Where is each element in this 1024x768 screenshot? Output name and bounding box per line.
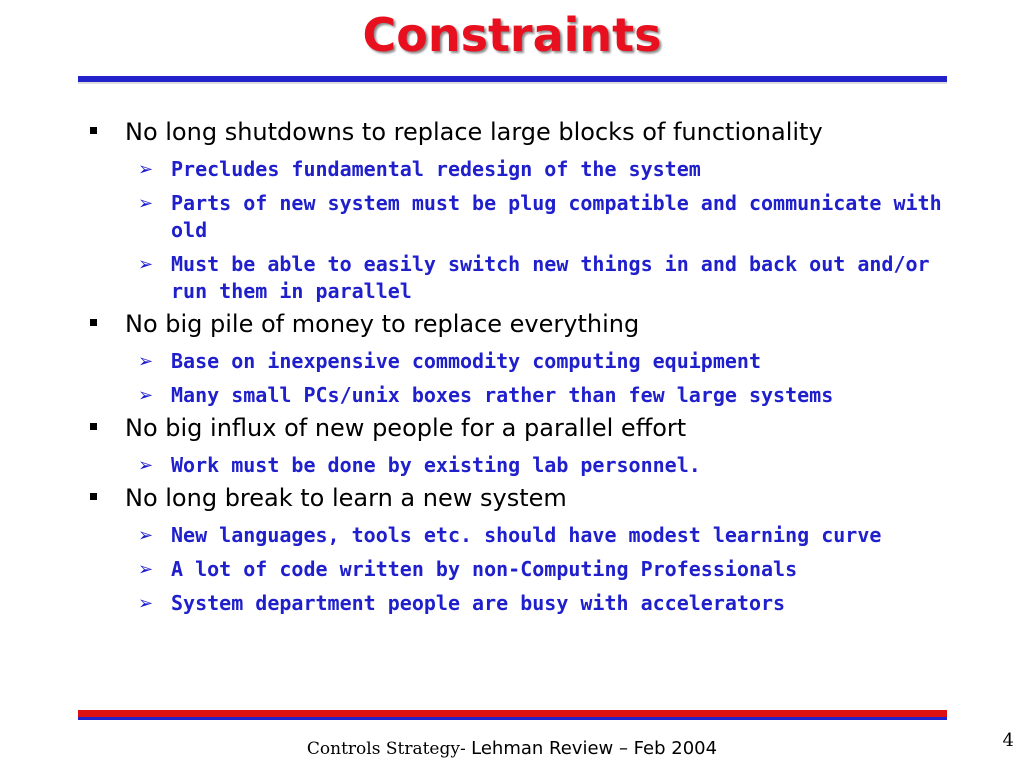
sub-bullet-text: Base on inexpensive commodity computing equipment [171,349,762,373]
bullet-item [0,481,1024,515]
bullet-text: No big pile of money to replace everything [125,310,640,338]
square-bullet-icon [90,319,97,326]
footer-right-text: Lehman Review – Feb 2004 [471,738,718,759]
bullet-text: No long shutdowns to replace large blocks of functionality [125,118,823,146]
footer-left-text: Controls Strategy- [306,739,472,759]
sub-bullet-text: A lot of code written by non-Computing Professionals [171,557,798,581]
arrow-bullet-icon: ➢ [138,385,154,406]
square-bullet-icon [90,493,97,500]
sub-bullet-item [0,156,1024,183]
arrow-bullet-icon: ➢ [138,254,154,275]
page-number: 4 [1002,730,1014,751]
sub-bullet-item [0,590,1024,617]
sub-bullet-text: Must be able to easily switch new things in and back out and/or run them in parallel [171,252,930,303]
bullet-item [0,411,1024,445]
sub-bullet-text: New languages, tools etc. should have modest learning curve [171,523,882,547]
arrow-bullet-icon: ➢ [138,351,154,372]
sub-bullet-text: Work must be done by existing lab personnel. [171,453,701,477]
arrow-bullet-icon: ➢ [138,559,154,580]
sub-bullet-text: Many small PCs/unix boxes rather than few large systems [171,383,834,407]
bullet-item [0,307,1024,341]
sub-bullet-item [0,452,1024,479]
arrow-bullet-icon: ➢ [138,593,154,614]
sub-bullet-text: System department people are busy with accelerators [171,591,786,615]
sub-bullet-item [0,251,1024,305]
square-bullet-icon [90,127,97,134]
bullet-text: No long break to learn a new system [125,484,567,512]
bullet-item [0,115,1024,149]
slide-title: Constraints [362,8,662,62]
top-divider [78,76,947,84]
bullet-text: No big influx of new people for a parallel effort [125,414,687,442]
sub-bullet-item [0,522,1024,549]
square-bullet-icon [90,423,97,430]
sub-bullet-item [0,556,1024,583]
bullet-list [0,113,1024,617]
sub-bullet-text: Parts of new system must be plug compatible and communicate with old [171,191,942,242]
arrow-bullet-icon: ➢ [138,455,154,476]
arrow-bullet-icon: ➢ [138,159,154,180]
slide-footer [0,738,1024,759]
arrow-bullet-icon: ➢ [138,525,154,546]
sub-bullet-item [0,382,1024,409]
bottom-divider [78,710,947,720]
sub-bullet-text: Precludes fundamental redesign of the system [171,157,701,181]
arrow-bullet-icon: ➢ [138,193,154,214]
sub-bullet-item [0,348,1024,375]
sub-bullet-item [0,190,1024,244]
